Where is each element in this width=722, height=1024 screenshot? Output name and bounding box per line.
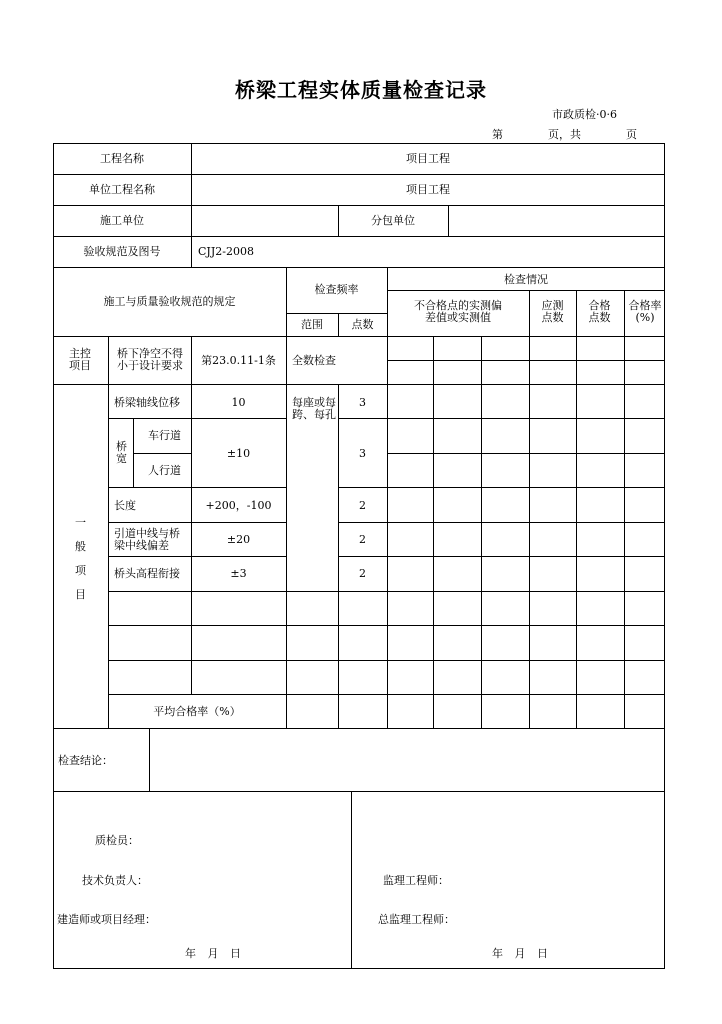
col-should-measure: 应测点数 [541,299,564,324]
shared-range: 每座或每跨、每孔 [292,396,336,421]
item-centerline-points: 2 [359,533,366,546]
width-group-label: 桥宽 [116,440,127,465]
general-label-3: 项 [75,564,86,577]
project-name-value[interactable]: 项目工程 [406,152,450,165]
item-elevation: 桥头高程衔接 [114,567,180,580]
col-freq: 检查频率 [314,283,359,296]
col-fail-points: 不合格点的实测偏差值或实测值 [414,299,502,324]
tech-lead-label: 技术负责人： [82,874,148,887]
col-freq-points: 点数 [351,318,374,331]
item-length: 长度 [114,499,136,512]
page-di: 第 [492,128,503,141]
main-control-spec: 第23.0.11-1条 [201,354,276,367]
supervisor-label: 监理工程师： [383,874,449,887]
form-title: 桥梁工程实体质量检查记录 [235,78,487,102]
inspector-label: 质检员： [95,834,139,847]
page-ye-gong: 页，共 [548,128,581,141]
item-axis-offset-points: 3 [359,396,366,409]
item-axis-offset: 桥梁轴线位移 [114,396,180,409]
general-label-4: 目 [75,588,86,601]
contractor-label: 施工单位 [100,214,144,227]
form-code: 市政质检·0·6 [552,108,617,121]
item-length-tolerance: +200，-100 [205,499,272,512]
width-sub-carriageway: 车行道 [148,429,181,442]
item-elevation-tolerance: ±3 [230,567,247,580]
item-centerline-tolerance: ±20 [226,533,251,546]
col-pass-points: 合格点数 [588,299,611,324]
builder-label: 建造师或项目经理： [57,913,156,926]
spec-label: 验收规范及图号 [83,245,161,258]
col-rule: 施工与质量验收规范的规定 [103,295,236,308]
date-left: 年 月 日 [185,947,241,960]
item-centerline-deviation: 引道中线与桥梁中线偏差 [114,527,180,552]
spec-value[interactable]: CJJ2-2008 [198,245,254,258]
col-situation: 检查情况 [504,273,548,286]
conclusion-label: 检查结论： [58,754,113,767]
width-tolerance: ±10 [226,447,251,460]
item-axis-offset-tolerance: 10 [231,396,246,409]
main-control-range: 全数检查 [292,354,336,367]
main-control-label: 主控项目 [69,347,91,372]
date-right: 年 月 日 [492,947,548,960]
unit-project-label: 单位工程名称 [89,183,155,196]
item-elevation-points: 2 [359,567,366,580]
col-freq-range: 范围 [301,318,323,331]
main-control-item: 桥下净空不得小于设计要求 [117,347,183,372]
project-name-label: 工程名称 [100,152,144,165]
general-label-2: 般 [75,540,86,553]
width-points: 3 [359,447,366,460]
col-pass-rate: 合格率(%) [628,299,662,324]
avg-pass-rate-label: 平均合格率（%） [153,705,241,718]
subcontractor-label: 分包单位 [371,214,415,227]
unit-project-value[interactable]: 项目工程 [406,183,450,196]
width-sub-sidewalk: 人行道 [148,464,181,477]
item-length-points: 2 [359,499,366,512]
page-ye: 页 [626,128,637,141]
general-label-1: 一 [75,516,86,529]
chief-supervisor-label: 总监理工程师： [378,913,455,926]
